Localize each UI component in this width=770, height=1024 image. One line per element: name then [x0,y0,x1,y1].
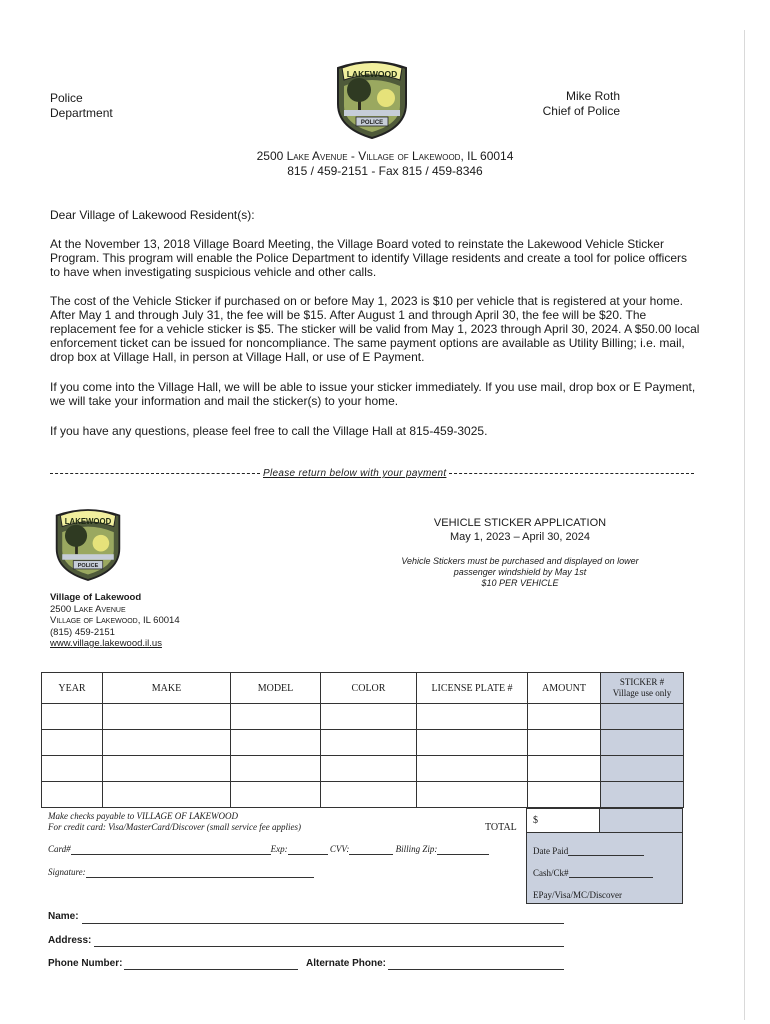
col-amount: AMOUNT [528,673,601,704]
col-make: MAKE [103,673,231,704]
cell-plate-3[interactable] [417,756,528,782]
cell-color-4[interactable] [321,782,417,808]
card-line [48,844,518,855]
chief-title: Chief of Police [542,104,620,118]
name-label: Name: [48,911,79,922]
cvv-label: CVV: [329,844,350,854]
cut-line [50,468,700,479]
cut-dash-left [50,473,260,474]
cell-amount-2[interactable] [528,730,601,756]
address-field[interactable] [94,946,564,947]
address-line-1: 2500 Lake Avenue - Village of Lakewood, IL 60014 [256,149,514,163]
col-sticker [601,673,684,704]
cell-model-4[interactable] [231,782,321,808]
sticker-header-line1: STICKER # [619,677,665,687]
payment-instructions [48,811,301,833]
table-row [42,730,684,756]
police-badge-logo [334,60,410,140]
cell-make-3[interactable] [103,756,231,782]
paragraph-4: If you have any questions, please feel free to call the Village Hall at 815-459-3025. [50,424,488,438]
cell-year-4[interactable] [42,782,103,808]
cash-label: Cash/Ck# [533,868,569,878]
date-paid-field[interactable] [568,845,644,856]
cell-amount-1[interactable] [528,704,601,730]
phone-label: Phone Number: [48,958,123,969]
date-paid-label: Date Paid [533,846,569,856]
name-field[interactable] [82,923,564,924]
header-left-line1: Police [50,91,83,105]
col-year: YEAR [42,673,103,704]
sticker-header-line2: Village use only [612,688,672,698]
vehicle-table [41,672,684,808]
village-use-box [526,832,683,904]
note-line-1: Vehicle Stickers must be purchased and displayed on lower [401,556,639,566]
cell-year-1[interactable] [42,704,103,730]
date-paid [533,845,644,856]
total-amount-box[interactable] [526,808,600,834]
total-label: TOTAL [485,822,517,833]
cell-color-2[interactable] [321,730,417,756]
application-dates: May 1, 2023 – April 30, 2024 [449,531,591,543]
badge-small-top-text: LAKEWOOD [64,516,112,526]
police-badge-icon-small [53,505,123,585]
header-left [50,91,113,121]
cut-dash-right [449,473,694,474]
village-phone: (815) 459-2151 [50,626,115,638]
badge-top-text: LAKEWOOD [346,69,398,79]
village-street: 2500 Lake Avenue [50,603,126,615]
header-right [543,89,620,119]
cell-year-3[interactable] [42,756,103,782]
village-website-link[interactable]: www.village.lakewood.il.us [50,638,162,649]
credit-line: For credit card: Visa/MasterCard/Discover (small service fee applies) [48,822,302,832]
total-dollar-sign: $ [533,815,538,826]
header-left-line2: Department [50,106,113,120]
paragraph-3: If you come into the Village Hall, we will be able to issue your sticker immediately. If you use mail, drop box or E Payment, we will take your information and mail the sticker(s) to your home. [50,380,696,408]
note-line-3: $10 PER VEHICLE [481,578,559,588]
cell-sticker-3 [601,756,684,782]
checks-line: Make checks payable to VILLAGE OF LAKEWOOD [48,811,238,821]
paragraph-1: At the November 13, 2018 Village Board Meeting, the Village Board voted to reinstate the Lakewood Vehicle Sticker Program. This program will enable the Police Department to identify Village residents and create a tool for police officers to have when investigating suspicious vehicle and other calls. [50,237,687,279]
note-line-2: passenger windshield by May 1st [453,567,587,577]
cell-model-1[interactable] [231,704,321,730]
table-header-row [42,673,684,704]
signature-field[interactable] [86,867,314,878]
cell-amount-4[interactable] [528,782,601,808]
application-title: VEHICLE STICKER APPLICATION [433,517,607,529]
cell-amount-3[interactable] [528,756,601,782]
cell-color-3[interactable] [321,756,417,782]
col-color: COLOR [321,673,417,704]
village-city: Village of Lakewood, IL 60014 [50,615,180,626]
cell-sticker-1 [601,704,684,730]
billing-zip-field[interactable] [437,844,489,855]
cell-make-4[interactable] [103,782,231,808]
signature-line [48,867,348,878]
cell-plate-2[interactable] [417,730,528,756]
cvv-field[interactable] [349,844,393,855]
address-label: Address: [48,935,92,946]
cell-model-2[interactable] [231,730,321,756]
cell-sticker-2 [601,730,684,756]
cell-plate-1[interactable] [417,704,528,730]
zip-label: Billing Zip: [395,844,438,854]
cell-make-2[interactable] [103,730,231,756]
col-model: MODEL [231,673,321,704]
table-row [42,756,684,782]
application-note [380,556,660,589]
total-sticker-shade [599,808,683,834]
badge-small-bottom-text: POLICE [77,563,99,570]
cell-plate-4[interactable] [417,782,528,808]
exp-label: Exp: [270,844,288,854]
cash-check [533,867,653,878]
police-badge-logo-small [53,505,123,585]
cell-year-2[interactable] [42,730,103,756]
table-row [42,704,684,730]
paragraph-2: The cost of the Vehicle Sticker if purchased on or before May 1, 2023 is $10 per vehicle that is registered at your home. After May 1 and through July 31, the fee will be $15. After August 1 and through April 30, the fee will be $20. The replacement fee for a vehicle sticker is $5. The sticker will be valid from May 1, 2023 through April 30, 2024. A $50.00 local enforcement ticket can be issued for noncompliance. The same payment options are available as Utility Billing; i.e. mail, drop box at Village Hall, in person at Village Hall, or use of E Payment. [50,294,700,364]
cut-line-text: Please return below with your payment [263,468,447,479]
card-number-field[interactable] [71,844,271,855]
alt-phone-label: Alternate Phone: [306,958,387,969]
table-row [42,782,684,808]
village-address-block [50,592,180,650]
alt-phone-field[interactable] [388,969,564,970]
epay-label: EPay/Visa/MC/Discover [533,890,622,900]
badge-bottom-text: POLICE [360,120,384,126]
col-license-plate: LICENSE PLATE # [417,673,528,704]
cell-color-1[interactable] [321,704,417,730]
village-name: Village of Lakewood [50,592,142,603]
phone-field[interactable] [124,969,298,970]
cell-sticker-4 [601,782,684,808]
cell-model-3[interactable] [231,756,321,782]
address-line-2: 815 / 459-2151 - Fax 815 / 459-8346 [287,164,483,178]
card-label: Card# [48,844,71,854]
exp-field[interactable] [288,844,328,855]
salutation: Dear Village of Lakewood Resident(s): [50,208,255,222]
cash-check-field[interactable] [569,867,653,878]
chief-name: Mike Roth [565,89,620,103]
signature-label: Signature: [48,867,86,877]
police-badge-icon [334,60,410,140]
cell-make-1[interactable] [103,704,231,730]
